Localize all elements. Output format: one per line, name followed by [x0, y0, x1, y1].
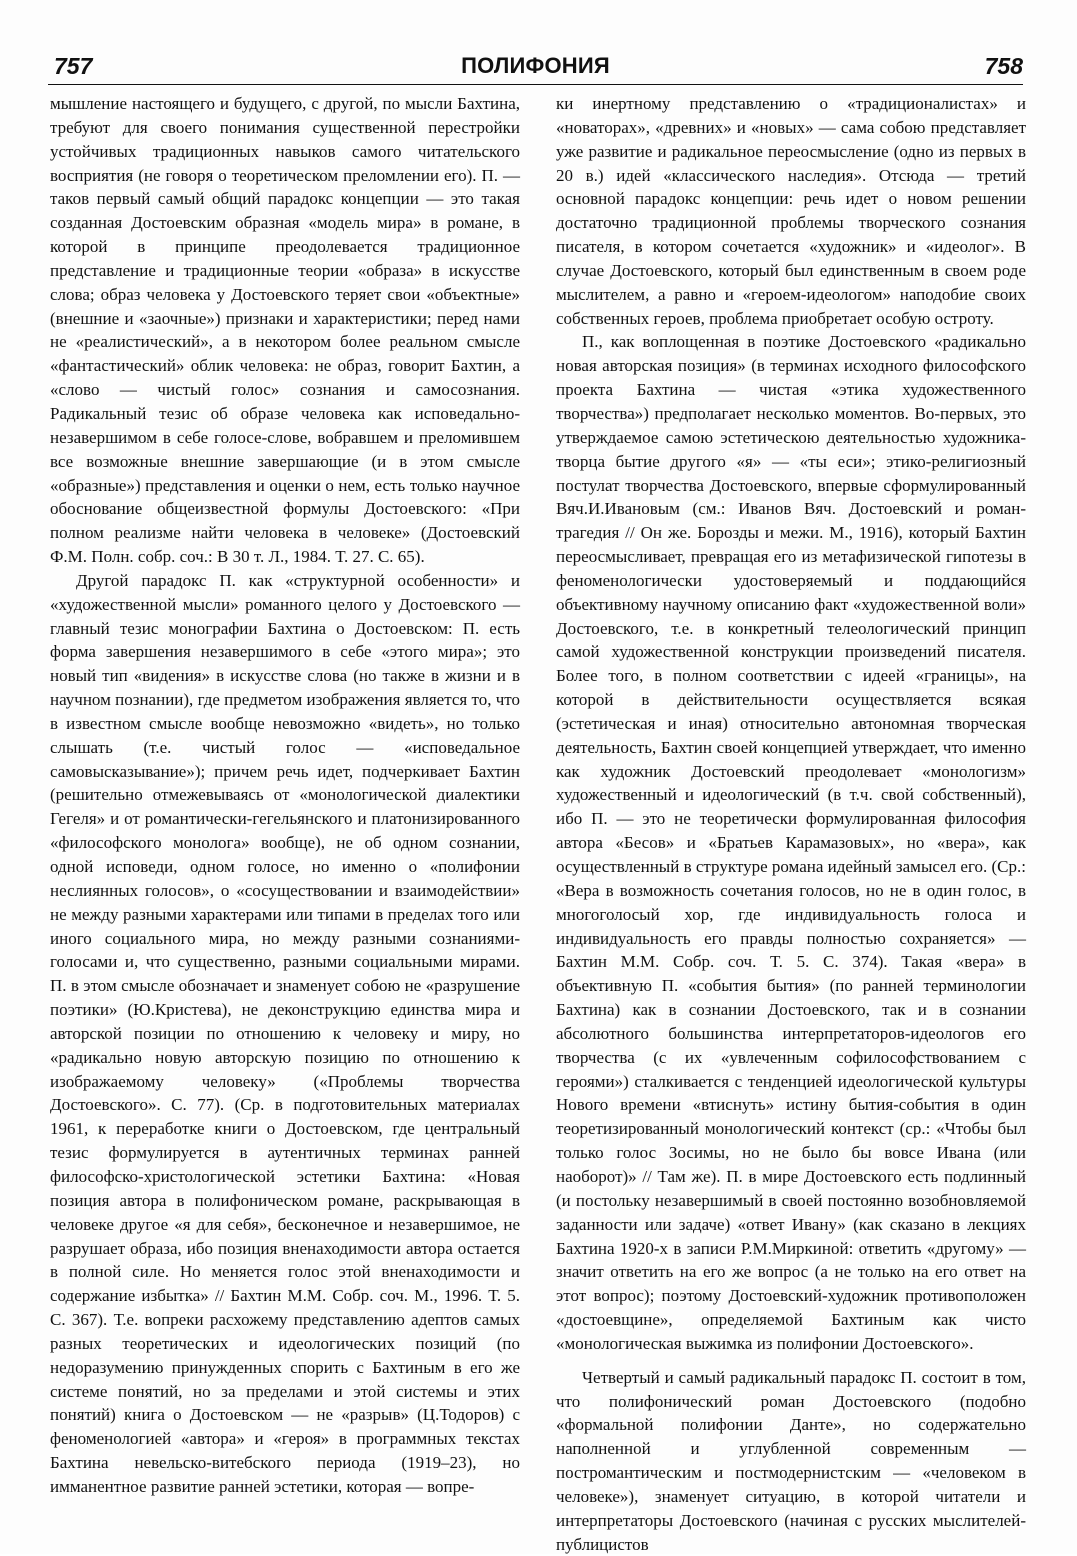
paragraph: П., как воплощенная в поэтике Достоевского «радикально новая авторская позиция» (в терминах исходного философского проекта Бахтина — чистая «этика художественного творчества») предполагает несколько моментов. Во-первых, это утверждаемое самою эстетическою деятельностью художника-творца бытие другого «я» — «ты еси»; этико-религиозный постулат творчества Достоевского, впервые сформулированный Вяч.И.Ивановым (см.: Иванов Вяч. Достоевский и роман-трагедия // Он же. Борозды и межи. М., 1916), который Бахтин переосмысливает, превращая его из метафизической гипотезы в феноменологически удостоверяемый и поддающийся объективному научному описанию факт «художественной воли» Достоевского, т.е. в конкретный телеологический принцип самой художественной конструкции произведений писателя. Более того, в полном соответствии с идеей «границы», на которой в действительности осуществляется всякая (эстетическая и иная) относительно автономная творческая деятельность, Бахтин своей концепцией утверждает, что именно как художник Достоевский преодолевает «монологизм» художественный и идеологический (в т.ч. свой собственный), ибо П. — это не теоретически формулированная философия автора «Бесов» и «Братьев Карамазовых», но «вера», как осуществленный в структуре романа идейный замысел его. (Ср.: «Вера в возможность сочетания голосов, но не в один голос, в многоголосый хор, где индивидуальность голоса и индивидуальность его правды полностью сохраняется» — Бахтин М.М. Собр. соч. Т. 5. С. 374). Такая «вера» в объективную П. «события бытия» (по ранней терминологии Бахтина) как в сознании Достоевского, так и в сознании абсолютного большинства интерпретаторов-идеологов его творчества (с их «увлеченным софилософствованием с героями») сталкивается с тенденцией идеологической культуры Нового времени «втиснуть» истину бытия-события в один теоретизированный монологический контекст (ср.: «Чтобы был только голос Зосимы, но не было бы вовсе Ивана (или наоборот)» // Там же). П. в мире Достоевского есть подлинный (и постольку незавершимый в своей постоянно возобновляемой заданности или задаче) «ответ Ивану» (как сказано в лекциях Бахтина 1920-х в записи Р.М.Миркиной: ответить «другому» — значит ответить на его же вопрос (а не только на его ответ на этот вопрос); поэтому Достоевский-художник противоположен «достоевщине», определяемой Бахтиным как чисто «монологическая выжимка из полифонии Достоевского». [556, 332, 1026, 1353]
paragraph: ки инертному представлению о «традиционалистах» и «новаторах», «древних» и «новых» — сама собою представляет уже развитие и радикальное переосмысление (одно из первых в 20 в.) идей «классического наследия». Отсюда — третий основной парадокс концепции: речь идет о новом решении достаточно традиционной проблемы творческого сознания писателя, в котором сочетается «художник» и «идеолог». В случае Достоевского, который был единственным в своем роде мыслителем, а равно и «героем-идеологом» наподобие своих собственных героев, проблема приобретает особую остроту. [556, 94, 1026, 328]
paragraph: мышление настоящего и будущего, с другой, по мысли Бахтина, требуют для своего понимания существенной перестройки устойчивых традиционных навыков самого читательского восприятия (не говоря о теоретическом преломлении его). П. — таков первый самый общий парадокс концепции — это такая созданная Достоевским образная «модель мира» в романе, в которой в принципе преодолевается традиционное представление и традиционные теории «образа» в искусстве слова; образ человека у Достоевского теряет свои «объектные» (внешние и «заочные») признаки и характеристики; перед нами не «реалистический», а в некотором более реальном смысле «фантастический» облик человека: не образ, говорит Бахтин, а «слово — чистый голос» сознания и самосознания. Радикальный тезис об образе человека как исповедально-незавершимом в себе голосе-слове, вобравшем и преломившем все возможные внешние завершающие (и в этом смысле «образные») представления и оценки о нем, есть только научное обоснование общеизвестной формулы Достоевского: «При полном реализме найти человека в человеке» (Достоевский Ф.М. Полн. собр. соч.: В 30 т. Л., 1984. Т. 27. С. 65). [50, 94, 520, 567]
page-header [48, 50, 1023, 85]
page-number-right: 758 [984, 53, 1023, 79]
paragraph: Четвертый и самый радикальный парадокс П. состоит в том, что полифонический роман Достоевского (подобно «формальной полифонии Данте», но содержательно наполненной и углубленной современным — постромантическим и постмодернистским — «человеком в человеке»), знаменует ситуацию, в которой читатели и интерпретаторы Достоевского (начиная с русских мыслителей-публицистов [556, 1367, 1026, 1554]
left-column [50, 92, 520, 1499]
right-column [556, 92, 1026, 1556]
page-number-left: 757 [54, 53, 93, 79]
paragraph: Другой парадокс П. как «структурной особенности» и «художественной мысли» романного целого у Достоевского — главный тезис монографии Бахтина о Достоевском: П. есть форма завершения незавершимого в себе «этого мира»; это новый тип «видения» в искусстве слова (но также в жизни и в научном познании), где предметом изображения является то, что в известном смысле вообще невозможно «видеть», но только слышать (т.е. чистый голос — «исповедальное самовысказывание»); причем речь идет, подчеркивает Бахтин (решительно отмежевываясь от «монологической диалектики Гегеля» и от романтически-гегельянского и платонизированного «философского монолога» вообще), не об одном сознании, одной исповеди, одном голосе, но именно о «полифонии неслиянных голосов», о «сосуществовании и взаимодействии» не между разными характерами или типами в пределах того или иного социального мира, но между разными сознаниями-голосами и, что существенно, разными социальными мирами. П. в этом смысле обозначает и знаменует собою не «разрушение поэтики» (Ю.Кристева), не деконструкцию единства мира и авторской позиции по отношению к человеку и миру, но «радикально новую авторскую позицию по отношению к изображаемому человеку» («Проблемы творчества Достоевского». С. 77). (Ср. в подготовительных материалах 1961, к переработке книги о Достоевском, где центральный тезис формулируется в аутентичных терминах ранней философско-христологической эстетики Бахтина: «Новая позиция автора в полифоническом романе, раскрывающая в человеке другое «я для себя», бесконечное и незавершимое, не разрушает образа, ибо позиция вненаходимости автора остается в полной силе. Но меняется голос этой вненаходимости и содержание избытка» // Бахтин М.М. Собр. соч. М., 1996. Т. 5. С. 367). Т.е. вопреки расхожему представлению адептов самых разных теоретических и идеологических позиций (по недоразумению принужденных спорить с Бахтиным в его же системе понятий, но за пределами и этой системы и этих понятий) книга о Достоевском — не «разрыв» (Ц.Тодоров) с феноменологией «автора» и «героя» в программных текстах Бахтина невельско-витебского периода (1919–23), но имманентное развитие ранней эстетики, которая — вопре- [50, 570, 520, 1496]
running-title: ПОЛИФОНИЯ [461, 53, 610, 78]
